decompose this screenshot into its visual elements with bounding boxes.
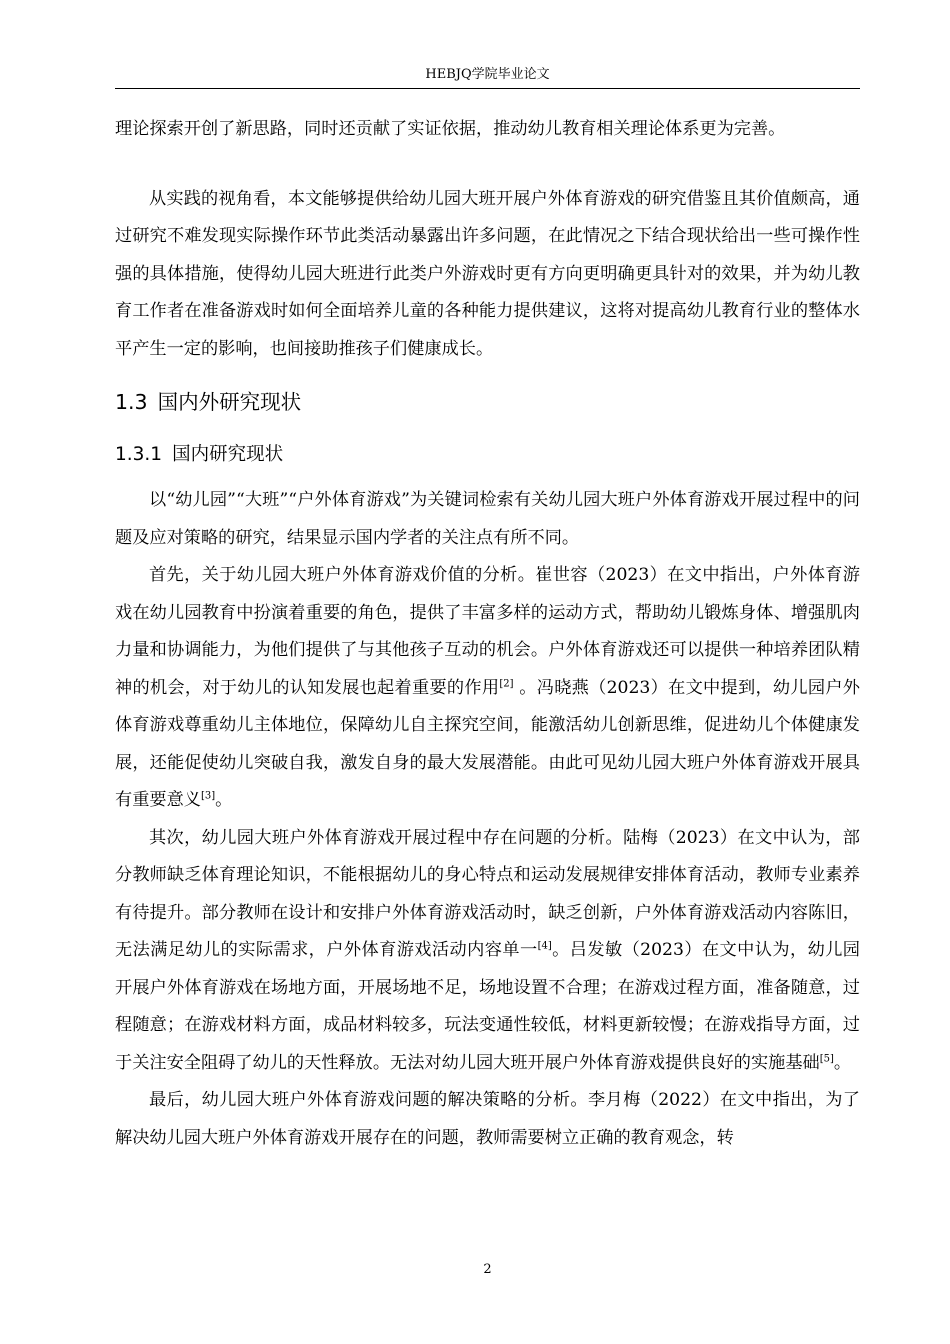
paragraph-practice-significance: 从实践的视角看，本文能够提供给幼儿园大班开展户外体育游戏的研究借鉴且其价值颇高，通过研究不难发现实际操作环节此类活动暴露出许多问题，在此情况之下结合现状给出一些可操作性强的具体措施，使得幼儿园大班进行此类户外游戏时更有方向更明确更具针对的效果，并为幼儿教育工作者在准备游戏时如何全面培养儿童的各种能力提供建议，这将对提高幼儿教育行业的整体水平产生一定的影响，也间接助推孩子们健康成长。: [115, 188, 860, 359]
text-run: 。: [215, 790, 233, 810]
text-run: 。冯晓燕（2023）在文中提到，幼儿园户外体育游戏尊重幼儿主体地位，保障幼儿自主探究空间，能激活幼儿创新思维，促进幼儿个体健康发展，还能促使幼儿突破自我，激发自身的最大发展潜能。由此可见幼儿园大班户外体育游戏开展具有重要意义: [115, 677, 860, 810]
body-text: [115, 111, 860, 1157]
running-header: HEBJQ学院毕业论文: [425, 67, 550, 82]
text-run: 首先，关于幼儿园大班户外体育游戏价值的分析。崔世容（2023）在文中指出，户外体育游戏在幼儿园教育中扮演着重要的角色，提供了丰富多样的运动方式，帮助幼儿锻炼身体、增强肌肉力量和协调能力，为他们提供了与其他孩子互动的机会。户外体育游戏还可以提供一种培养团队精神的机会，对于幼儿的认知发展也起着重要的作用: [115, 565, 860, 698]
section-heading: [115, 387, 860, 417]
text-run: 。吕发敏（2023）在文中认为，幼儿园开展户外体育游戏在场地方面，开展场地不足，场地设置不合理；在游戏过程方面，准备随意，过程随意；在游戏材料方面，成品材料较多，玩法变通性较低，材料更新较慢；在游戏指导方面，过于关注安全阻碍了幼儿的天性释放。无法对幼儿园大班开展户外体育游戏提供良好的实施基础: [115, 940, 860, 1073]
paragraph-strategy-analysis: 最后，幼儿园大班户外体育游戏问题的解决策略的分析。李月梅（2022）在文中指出，为了解决幼儿园大班户外体育游戏开展存在的问题，教师需要树立正确的教育观念，转: [115, 1090, 860, 1148]
section-title: 国内外研究现状: [157, 390, 302, 414]
subsection-heading: [115, 440, 860, 470]
citation-ref: [4]: [537, 940, 552, 952]
text-run: 。: [833, 1052, 852, 1073]
citation-ref: [2]: [499, 677, 514, 689]
paragraph-theory-continuation: 理论探索开创了新思路，同时还贡献了实证依据，推动幼儿教育相关理论体系更为完善。: [115, 119, 786, 139]
citation-ref: [5]: [819, 1052, 834, 1064]
paragraph-intro: 以“幼儿园”“大班”“户外体育游戏”为关键词检索有关幼儿园大班户外体育游戏开展过程中的问题及应对策略的研究，结果显示国内学者的关注点有所不同。: [115, 490, 860, 548]
paragraph-gap: [115, 149, 860, 181]
citation-ref: [3]: [200, 790, 216, 802]
section-number: 1.3: [115, 390, 148, 414]
text-run: 其次，幼儿园大班户外体育游戏开展过程中存在问题的分析。陆梅（2023）在文中认为，部分教师缺乏体育理论知识，不能根据幼儿的身心特点和运动发展规律安排体育活动，教师专业素养有待提升。部分教师在设计和安排户外体育游戏活动时，缺乏创新，户外体育游戏活动内容陈旧，无法满足幼儿的实际需求，户外体育游戏活动内容单一: [115, 827, 860, 960]
page-number: 2: [483, 1262, 492, 1277]
subsection-number: 1.3.1: [115, 444, 163, 465]
paragraph-value-analysis: [115, 557, 860, 820]
paragraph-problem-analysis: [115, 820, 860, 1083]
header-rule: [115, 88, 860, 89]
subsection-title: 国内研究现状: [172, 444, 284, 465]
